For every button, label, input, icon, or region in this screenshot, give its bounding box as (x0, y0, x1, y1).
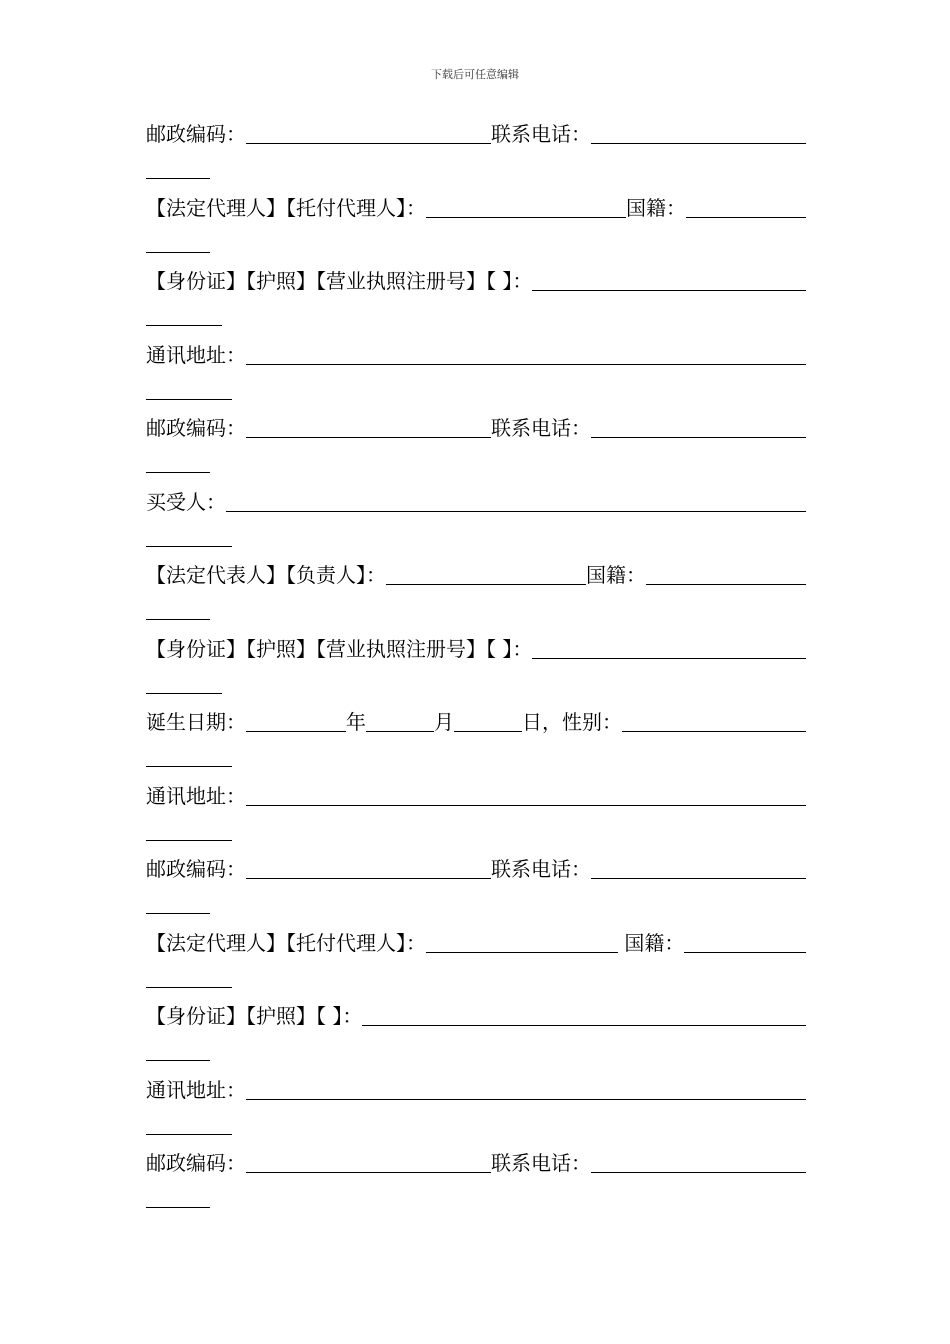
nationality-blank[interactable] (686, 193, 806, 218)
address-label: 通讯地址： (146, 783, 246, 808)
id-type-label: 【身份证】【护照】【 】： (146, 1004, 363, 1028)
field-row-id-number (146, 263, 806, 337)
id-number-blank-continued[interactable] (146, 325, 222, 326)
nationality-blank-continued[interactable] (146, 252, 210, 253)
phone-label: 联系电话： (491, 857, 591, 881)
field-row-agent (146, 190, 806, 264)
phone-blank[interactable] (591, 413, 806, 438)
address-blank[interactable] (246, 781, 806, 806)
phone-blank[interactable] (591, 1148, 806, 1173)
buyer-blank-continued[interactable] (146, 546, 232, 547)
agent-type-label: 【法定代理人】【托付代理人】： (146, 930, 426, 955)
postal-code-blank[interactable] (246, 1148, 491, 1173)
field-row-postal-code (146, 116, 806, 190)
id-type-label: 【身份证】【护照】【营业执照注册号】【 】： (146, 636, 533, 661)
birth-year-blank[interactable] (246, 707, 346, 732)
phone-label: 联系电话： (491, 1151, 591, 1175)
agent-name-blank[interactable] (426, 928, 618, 953)
representative-label: 【法定代表人】【负责人】： (146, 563, 386, 587)
page-header: 下载后可任意编辑 (431, 68, 519, 81)
agent-name-blank[interactable] (426, 193, 626, 218)
gender-blank[interactable] (622, 707, 806, 732)
field-row-address (146, 1072, 806, 1146)
agent-type-label: 【法定代理人】【托付代理人】： (146, 195, 426, 220)
field-row-agent (146, 925, 806, 999)
phone-blank-continued[interactable] (146, 178, 210, 179)
postal-code-blank[interactable] (246, 413, 491, 438)
nationality-blank-continued[interactable] (146, 619, 210, 620)
year-label: 年 (346, 710, 366, 734)
phone-blank-continued[interactable] (146, 913, 210, 914)
postal-code-label: 邮政编码： (146, 1151, 246, 1175)
address-label: 通讯地址： (146, 1077, 246, 1102)
month-label: 月 (434, 710, 454, 734)
id-number-blank[interactable] (362, 1001, 806, 1026)
nationality-blank-continued[interactable] (146, 987, 232, 988)
field-row-id-number (146, 631, 806, 705)
gender-blank-continued[interactable] (146, 766, 232, 767)
address-label: 通讯地址： (146, 342, 246, 367)
representative-blank[interactable] (386, 560, 586, 585)
address-blank[interactable] (246, 1075, 806, 1100)
field-row-representative (146, 557, 806, 631)
postal-code-blank[interactable] (246, 854, 491, 879)
address-blank[interactable] (246, 340, 806, 365)
nationality-label: 国籍： (586, 563, 646, 587)
phone-blank-continued[interactable] (146, 1207, 210, 1208)
postal-code-label: 邮政编码： (146, 122, 246, 146)
field-row-postal-code (146, 851, 806, 925)
phone-blank[interactable] (591, 119, 806, 144)
phone-label: 联系电话： (491, 416, 591, 440)
id-number-blank[interactable] (532, 634, 806, 659)
contract-form (146, 116, 806, 1219)
birth-month-blank[interactable] (366, 707, 434, 732)
address-blank-continued[interactable] (146, 840, 232, 841)
field-row-address (146, 337, 806, 411)
postal-code-label: 邮政编码： (146, 416, 246, 440)
phone-blank[interactable] (591, 854, 806, 879)
birth-date-label: 诞生日期： (146, 710, 246, 734)
id-type-label: 【身份证】【护照】【营业执照注册号】【 】： (146, 269, 533, 293)
id-number-blank-continued[interactable] (146, 1060, 210, 1061)
field-row-buyer (146, 484, 806, 558)
phone-blank-continued[interactable] (146, 472, 210, 473)
nationality-blank[interactable] (684, 928, 806, 953)
field-row-birth-date (146, 704, 806, 778)
field-row-id-number (146, 998, 806, 1072)
field-row-postal-code (146, 410, 806, 484)
address-blank-continued[interactable] (146, 1134, 232, 1135)
postal-code-blank[interactable] (246, 119, 491, 144)
birth-day-blank[interactable] (454, 707, 522, 732)
postal-code-label: 邮政编码： (146, 857, 246, 881)
nationality-label: 国籍： (626, 195, 686, 220)
id-number-blank-continued[interactable] (146, 693, 222, 694)
day-gender-label: 日，性别： (522, 710, 622, 734)
address-blank-continued[interactable] (146, 399, 232, 400)
phone-label: 联系电话： (491, 122, 591, 146)
nationality-blank[interactable] (646, 560, 806, 585)
id-number-blank[interactable] (532, 266, 806, 291)
field-row-address (146, 778, 806, 852)
nationality-label: 国籍： (618, 930, 685, 955)
buyer-blank[interactable] (226, 487, 806, 512)
field-row-postal-code (146, 1145, 806, 1219)
buyer-label: 买受人： (146, 489, 226, 514)
